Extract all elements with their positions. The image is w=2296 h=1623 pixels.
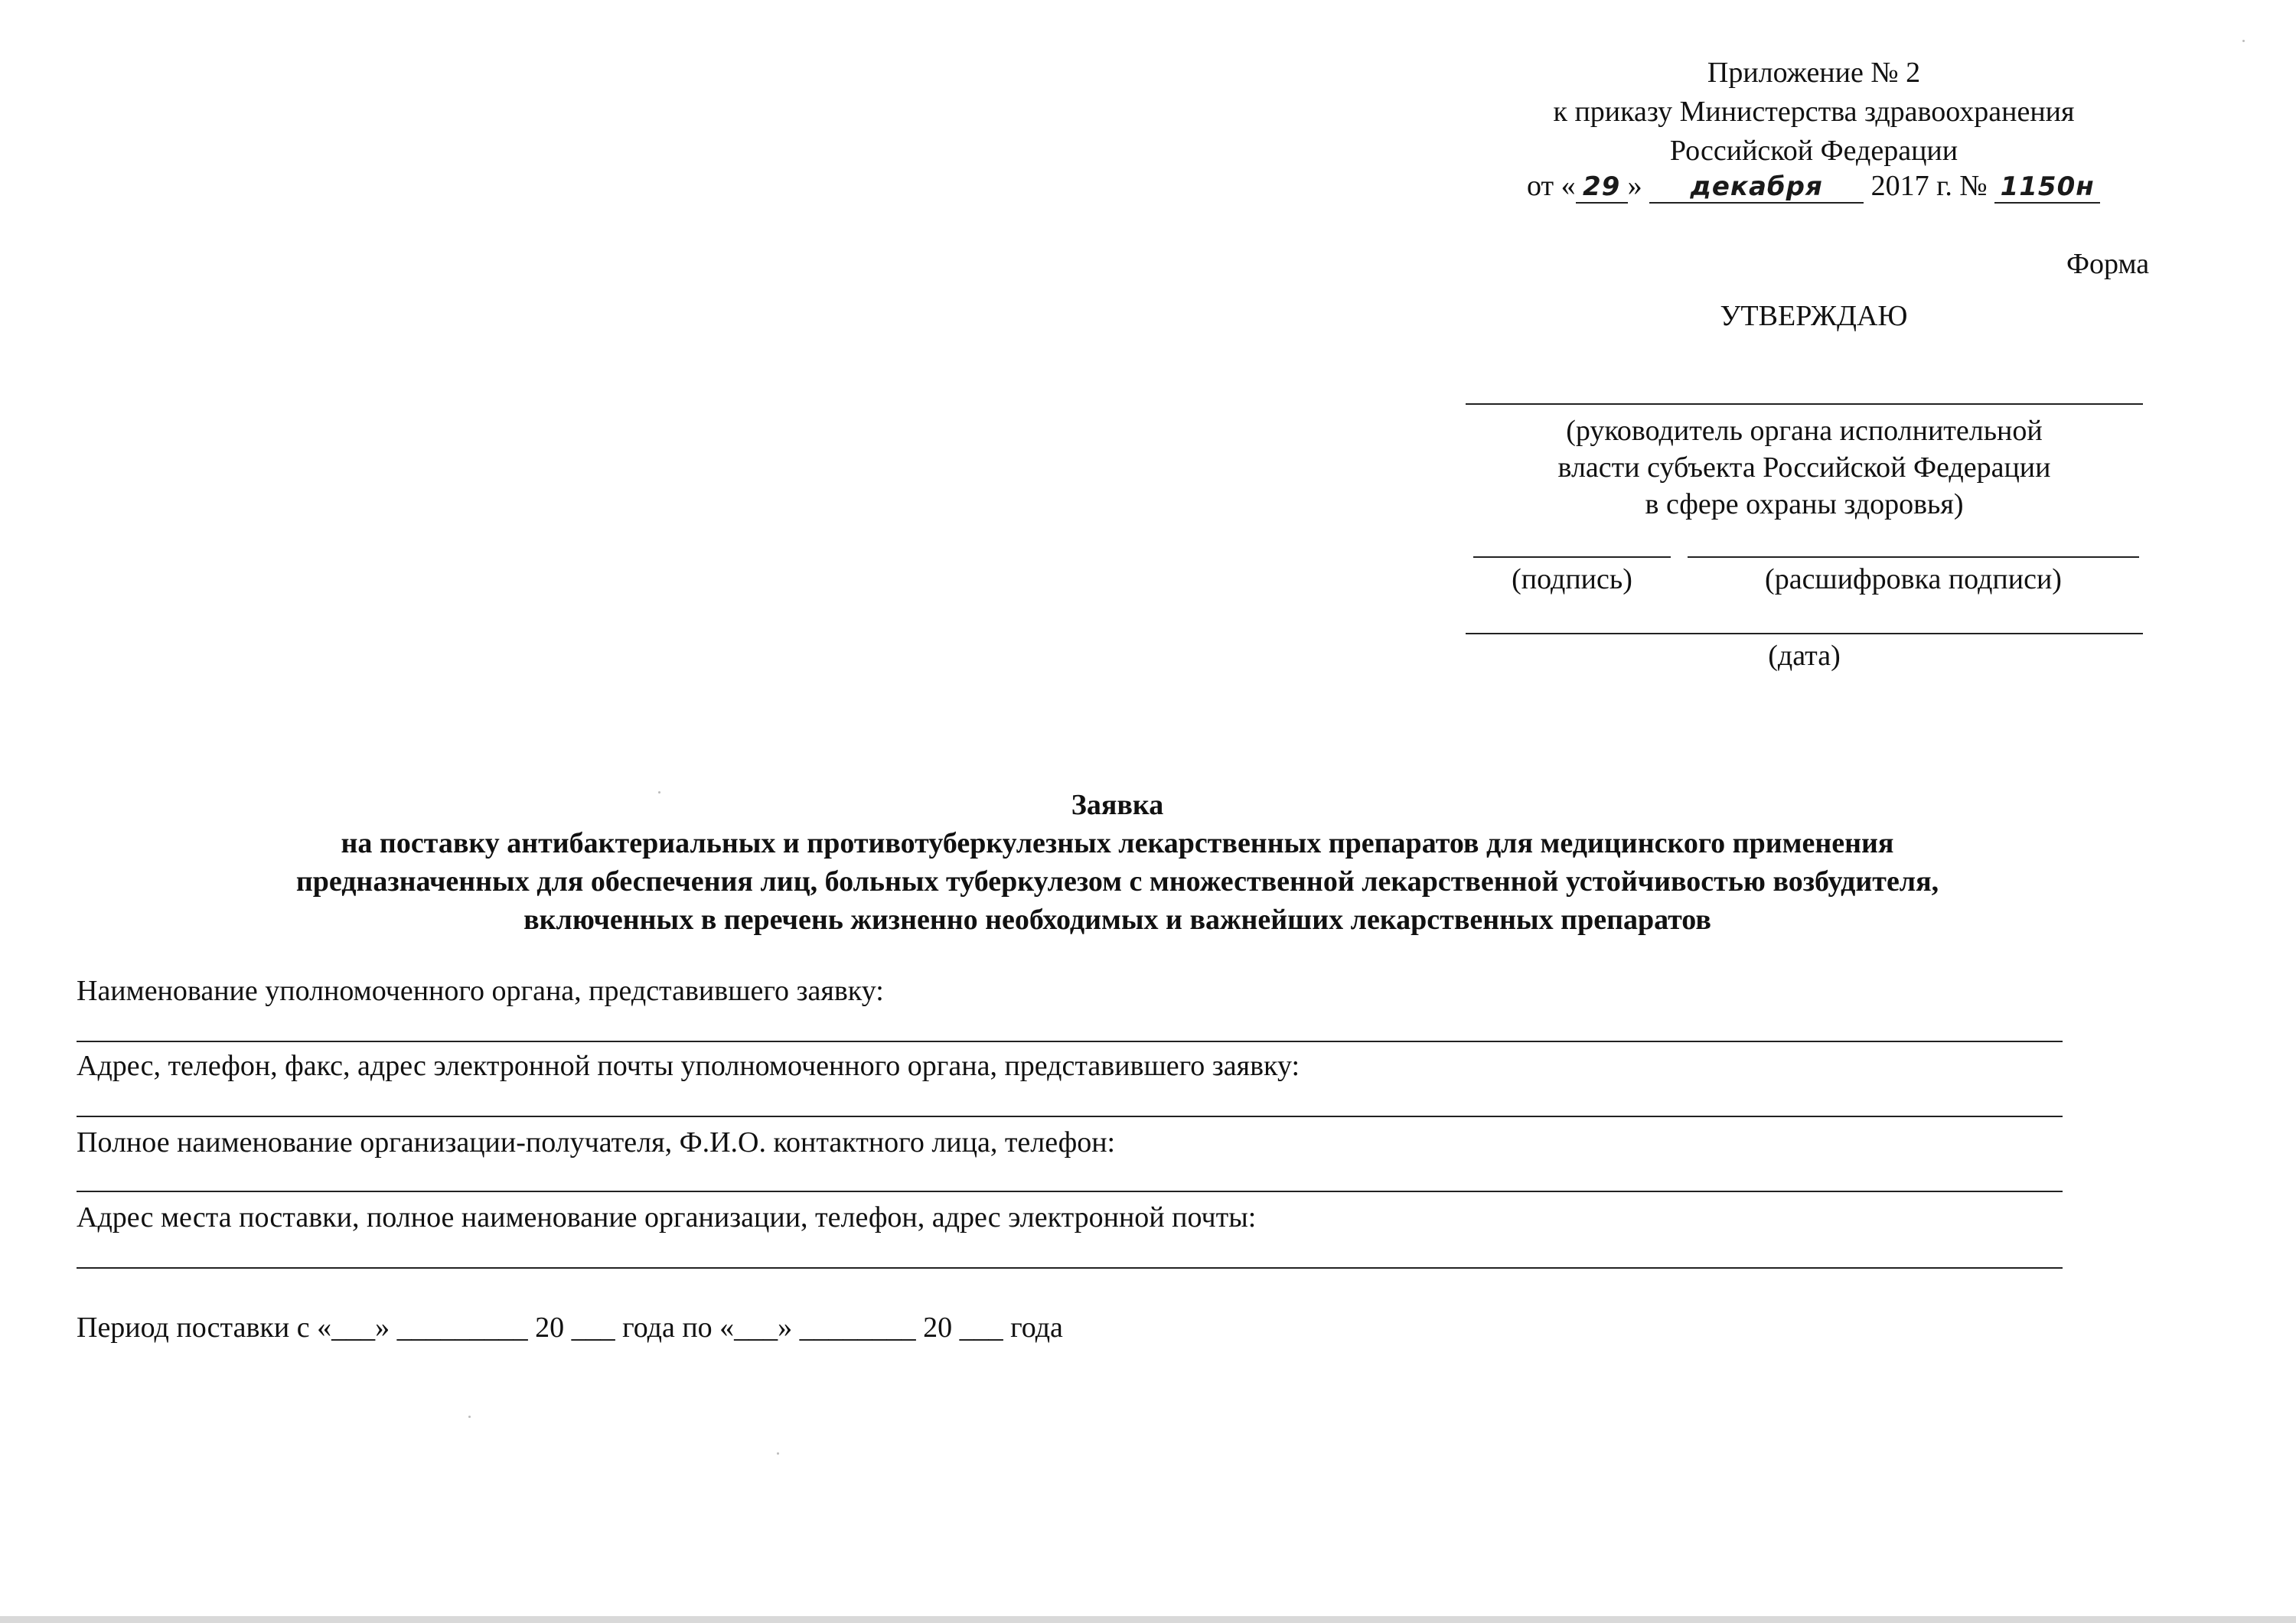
date-year-text: 2017 г. № [1870, 170, 1988, 202]
head-caption-1: (руководитель органа исполнительной [1566, 415, 2043, 447]
document-subtitle-1: на поставку антибактериальных и противотуберкулезных лекарственных препаратов для медицинского применения [341, 827, 1894, 859]
approval-title: УТВЕРЖДАЮ [1720, 300, 1908, 332]
scan-speck [658, 791, 660, 794]
recipient-label: Полное наименование организации-получателя, Ф.И.О. контактного лица, телефон: [77, 1126, 1116, 1159]
head-name-line [1466, 403, 2143, 405]
head-caption-2: власти субъекта Российской Федерации [1557, 451, 2051, 484]
authority-name-line[interactable] [77, 1041, 2063, 1042]
appendix-federation: Российской Федерации [1669, 135, 1958, 167]
scan-speck [468, 1416, 471, 1418]
date-mid: » [1627, 170, 1642, 202]
document-subtitle-2: предназначенных для обеспечения лиц, больных туберкулезом с множественной лекарственной устойчивостью возбудителя, [295, 865, 1939, 898]
document-title: Заявка [1071, 789, 1164, 821]
delivery-address-label: Адрес места поставки, полное наименование организации, телефон, адрес электронной почты: [77, 1201, 1257, 1234]
authority-contacts-line[interactable] [77, 1116, 2063, 1117]
scan-speck [2242, 40, 2245, 42]
signature-caption: (подпись) [1512, 563, 1632, 595]
scan-bottom-edge [0, 1616, 2296, 1623]
decoding-line [1688, 556, 2139, 558]
document-subtitle-3: включенных в перечень жизненно необходимых и важнейших лекарственных препаратов [523, 904, 1711, 936]
date-prefix: от « [1527, 170, 1576, 202]
decoding-caption: (расшифровка подписи) [1765, 563, 2062, 595]
authority-contacts-label: Адрес, телефон, факс, адрес электронной почты уполномоченного органа, представившего заявку: [77, 1050, 1300, 1082]
authority-name-label: Наименование уполномоченного органа, представившего заявку: [77, 975, 884, 1007]
scan-speck [777, 1452, 779, 1455]
date-month: декабря [1649, 171, 1864, 204]
signature-line [1473, 556, 1671, 558]
delivery-period: Период поставки с «___» _________ 20 ___ года по «___» ________ 20 ___ года [77, 1312, 1063, 1344]
form-label: Форма [2066, 248, 2150, 280]
head-caption-3: в сфере охраны здоровья) [1645, 488, 1964, 520]
date-caption: (дата) [1768, 640, 1841, 672]
appendix-number: Приложение № 2 [1707, 57, 1921, 89]
recipient-line[interactable] [77, 1191, 2063, 1192]
date-line [1466, 633, 2143, 634]
order-number: 1150н [1994, 171, 2100, 204]
order-date-line [1527, 168, 2100, 204]
date-day: 29 [1576, 171, 1628, 204]
delivery-address-line[interactable] [77, 1267, 2063, 1269]
appendix-order-ref: к приказу Министерства здравоохранения [1553, 96, 2075, 128]
